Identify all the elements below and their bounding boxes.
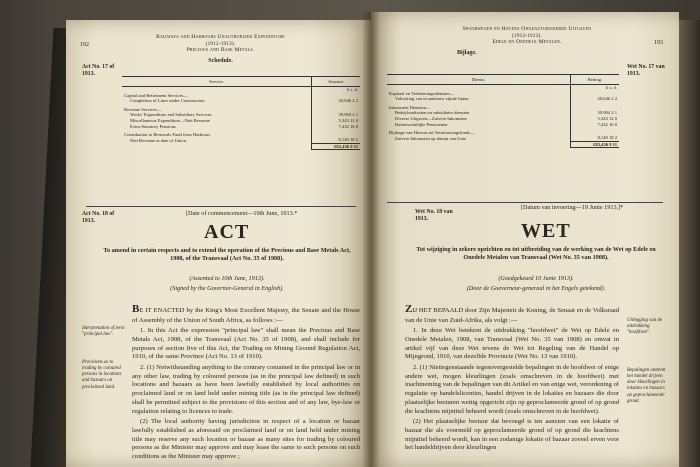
schedule-title-left: Schedule. — [208, 58, 233, 65]
table-row: Bijdrage van Havens tot Vernieuwingsfonds— — [387, 127, 619, 135]
running-head-right-line2: (1912-1913). — [512, 32, 542, 39]
schedule-total-right: £82,436 9 11 — [571, 141, 620, 148]
schedule-table-right — [387, 74, 619, 148]
signed-right: (Door de Goeverneur-generaal in het Engels getekend). — [466, 285, 606, 292]
long-title-left: To amend in certain respects and to extend the operation of the Precious and Base Metals Act, 1908, of the Transvaal (Act No. 35 of 1908). — [103, 247, 351, 263]
left-page — [66, 20, 371, 467]
section-1-left: 1. In this Act the expression "principal law" shall mean the Precious and Base Metals Act, 1908, of the Transvaal (Act No. 35 of 1908), and shall include for purposes of section five of this Act, the Trading on Mining Ground Regulation Act, 1910, of the same Province (Act No. 13 of 1910). — [132, 327, 360, 361]
section-2-2-right: (2) Het plaatselijke bestuur dat bevoegd is ten aanzien van een lokatie of bazaar die als voormeld op geproclameerde grond of op grond die krachtens mijntitel beheerd wordt, kan in een zodanige lokatie of bazaar zoveel erven voor het handeldrijven door kleurlingen — [405, 418, 619, 452]
schedule-header-right — [387, 75, 619, 85]
table-row: Completion of Lines under Construction 20,646 2 2 — [130, 98, 358, 104]
section-2-2-left: (2) The local authority having jurisdiction in respect of a location or bazaar lawfully established as aforesaid on proclaimed land or on land held under mining title may reserve any such location or bazaar as many sites for trading by coloured persons as the Minister may approve and may lease the same to such persons on such conditions as the Minister may approve ; — [132, 418, 360, 461]
schedule-total-left: £82,436 9 11 — [312, 143, 361, 150]
page-number-right: 193 — [654, 40, 663, 46]
schedule-col-service-right: Dienst. — [387, 75, 571, 85]
assent-left: (Assented to 10th June, 1913). — [189, 275, 265, 282]
table-row: Miscellaneous Expenditure—Nett Revenue 5,343 12 0 — [130, 117, 358, 123]
running-head-left-line1: Railways and Harbours Unauthorized Expenditure — [156, 34, 285, 40]
assent-right: (Goedgekeurd 10 Junie 1913). — [498, 275, 574, 282]
table-row: Kapitaal en Verbeteringsdiensten— — [387, 91, 619, 97]
margin-note-left-2: Provisions as to trading by coloured persons in locations and bazaars on proclaimed land. — [82, 360, 122, 390]
margin-note-right-2: Bepalingen omtrent het handel drijven door kleurlingen in lokaties en bazaars op geproclameerde grond. — [627, 368, 666, 404]
table-row: Capital and Betterment Services— — [122, 93, 360, 99]
table-row: Inkomsten Diensten— — [387, 102, 619, 110]
schedule-header-left — [122, 77, 360, 87]
table-row: Nett Revenue at date of Union 8,140 18 2 — [130, 137, 358, 143]
dropcap-left: B — [132, 303, 140, 315]
running-head-left-line2: (1912-1913). — [205, 40, 236, 47]
table-row: Contribution to Renewals Fund from Harbours — [122, 129, 360, 137]
wet-title: WET — [521, 220, 571, 242]
running-head-right-line3: Edele en Onedele Metalen. — [492, 39, 562, 46]
divider-right — [387, 202, 663, 203]
enacting-clause-right: ZIJ HET BEPAALD door Zijn Majesteit de Koning, de Senaat en de Volksraad van de Unie van Zuid-Afrika, als volgt :— — [405, 303, 619, 324]
act-ref-left: Act No. 18 of 1913. — [82, 211, 115, 224]
section-1-right: 1. In deze Wet betekent de uitdrukking "hoofdwet" de Wet op Edele en Onedele Metalen, 1908, van Transvaal (Wet No. 35 van 1908) en omvat in artikel vijf van deze Wet tevens de Wet tot Regeling van de Handel op Mijngrond, 1910, van dezelfde Provincie (Wet No. 13 van 1910). — [405, 327, 619, 361]
signed-left: (Signed by the Governor-General in English). — [170, 285, 284, 292]
schedule-table-left — [122, 76, 360, 150]
table-row: Works' Expenditure and Subsidiary Services 39,904 2 1 — [130, 112, 358, 118]
running-head-right-line1: Spoorwegen en Havens Ongeautoriseerde Uitgaven — [462, 26, 592, 32]
book-gutter — [362, 12, 380, 467]
table-row: Buitenwettelijke Pensioenen 7,432 16 0 — [395, 121, 617, 127]
act-ref-right: Wet No. 18 van 1913. — [415, 209, 453, 222]
table-row: Voltooiing van in aanbouw zijnde lijnen 20,646 2 2 — [395, 96, 617, 102]
long-title-right: Tot wijziging in zekere opzichten en tot uitbreiding van de werking van de Wet op Edele en Onedele Metalen van Transvaal (Wet No. 35 van 1908). — [416, 246, 656, 262]
schedule-total-row-right — [387, 141, 619, 148]
schedule-title-right: Bijlage. — [457, 50, 477, 57]
schedule-act-ref-left: Act No. 17 of 1913. — [82, 64, 115, 77]
running-head-left-line3: Precious and Base Metals. — [186, 47, 255, 54]
body-right — [405, 302, 619, 455]
section-2-right: 2. (1) Niettegenstaande tegenovergestelde bepalingen in de hoofdwet of enige andere wet, mogen kleurlingen (zoals omschreven in de hoofdwet) met inachtneming van de bepalingen van dit Artikel en van enige wet, verordening of regulatie op handelslicenties, handel drijven in de lokaties en bazaars die door plaatselijke besturen wettig opgericht zijn op geproclameerde grond of op grond die krachtens mijntitel beheerd wordt (zoals omschreven in de hoofdwet). — [405, 364, 619, 415]
dropcap-right: Z — [405, 303, 413, 315]
commencement-right: [Datum van invoering—19 Junie 1913.]* — [521, 204, 624, 211]
section-2-left: 2. (1) Notwithstanding anything to the contrary contained in the principal law or in any other law, trading by coloured persons (as in the principal law defined) in such locations and bazaars as have been lawfully established by local authorities on proclaimed land or on land held under mining title (as in the principal law defined) shall be permitted subject to the provisions of this section and of any law, bye-law or regulation relating to licences to trade. — [132, 364, 360, 415]
divider-left — [86, 206, 356, 207]
commencement-left: [Date of commencement—19th June, 1913.* — [186, 210, 298, 217]
page-number-left: 192 — [80, 42, 89, 48]
book-cover-right — [678, 20, 700, 467]
margin-note-left-1: Interpretation of term "principal law". — [82, 326, 125, 338]
table-row: Diverse Uitgaven—Zuivere Inkomsten 5,343 12 0 — [395, 115, 617, 121]
schedule-total-row-left — [122, 143, 360, 150]
running-head-right — [387, 26, 667, 46]
margin-note-right-1: Uitlegging van de uitdrukking "hoofdwet". — [627, 318, 663, 336]
running-head-left — [80, 34, 361, 54]
body-left — [132, 302, 360, 464]
schedule-units-right: £ s. d. — [571, 85, 620, 91]
right-page — [371, 12, 679, 467]
schedule-col-service-left: Service. — [122, 77, 312, 87]
table-row: Bedrijfsonkosten en subsidiaire diensten 39,904 2 1 — [395, 110, 617, 116]
schedule-col-amount-right: Bedrag. — [571, 75, 620, 85]
enacting-clause-left: BE IT ENACTED by the King's Most Excellent Majesty, the Senate and the House of Assembly of the Union of South Africa, as follows :— — [132, 303, 360, 324]
schedule-col-amount-left: Amount. — [312, 77, 361, 87]
act-title: ACT — [204, 221, 250, 243]
schedule-units-left: £ s. d. — [312, 87, 361, 93]
table-row: Extra-Statutory Pensions 7,432 16 0 — [130, 123, 358, 129]
table-row: Zuivere Inkomsten op datum van Unie 8,140 18 2 — [395, 135, 617, 141]
schedule-act-ref-right: Wet No. 17 van 1913. — [627, 64, 665, 77]
table-row: Revenue Services— — [122, 104, 360, 112]
